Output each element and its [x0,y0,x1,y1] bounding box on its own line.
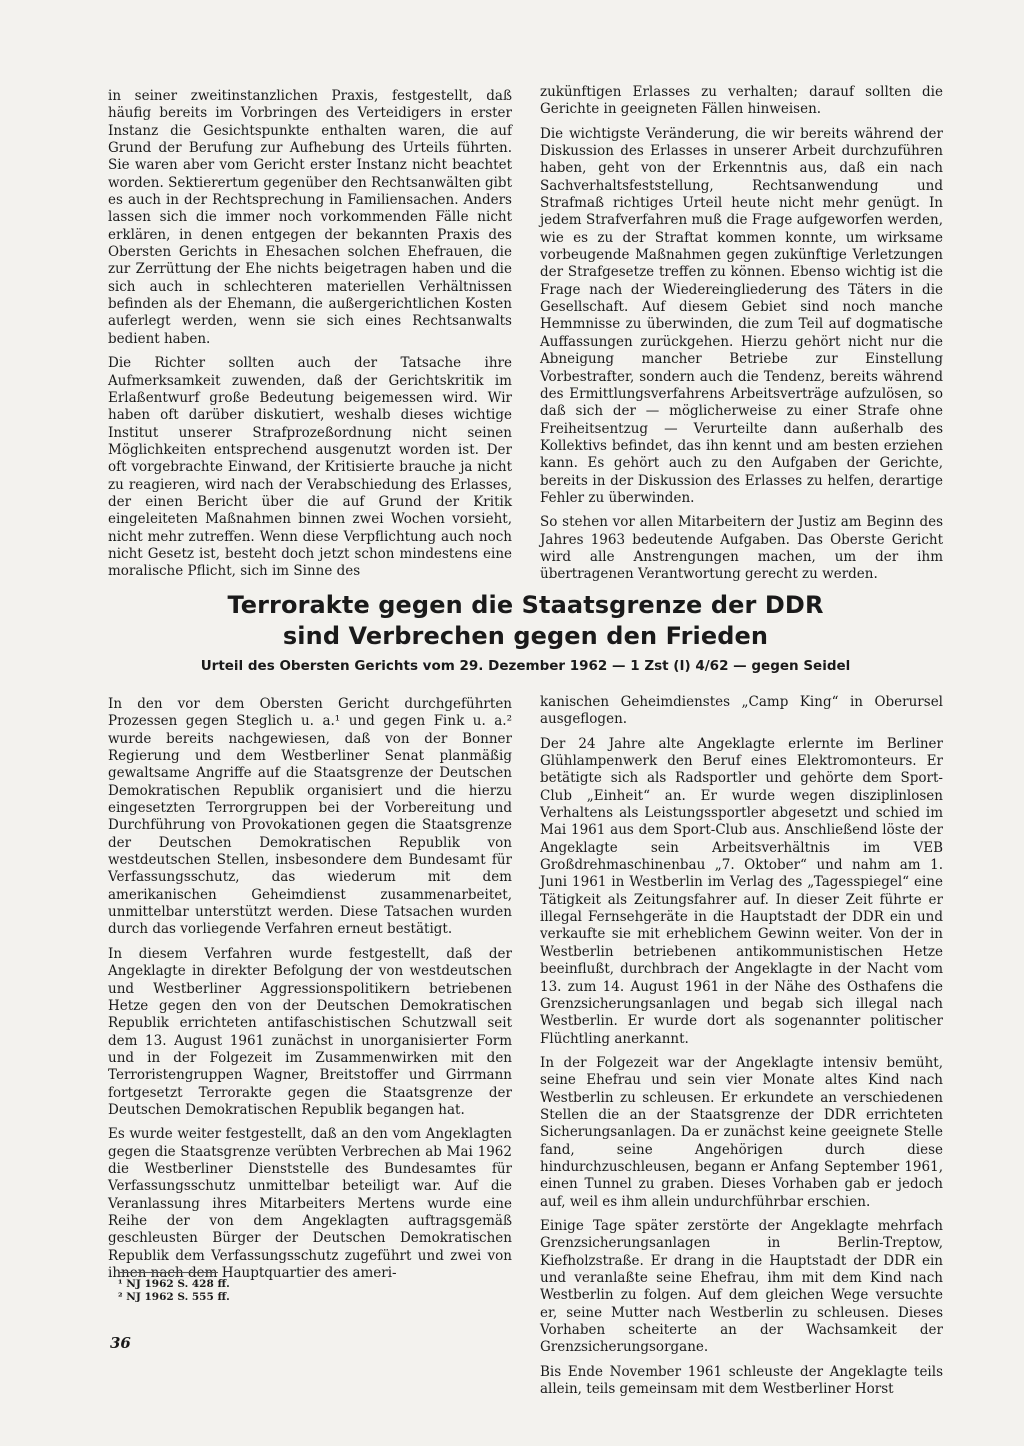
paragraph: in seiner zweitinstanzlichen Praxis, festgestellt, daß häufig bereits im Vorbringen des Verteidigers in erster Instanz die Gesichtspunkte enthalten waren, die auf Grund der Berufung zur Aufhebung des Urteils führten. Sie waren aber vom Gericht erster Instanz nicht beachtet worden. Sektierertum gegenüber den Rechtsanwälten gibt es auch in der Rechtsprechung in Familiensachen. Anders lassen sich die immer noch vorkommenden Fälle nicht erklären, in denen entgegen der bekannten Praxis des Obersten Gerichts in Ehesachen solchen Ehefrauen, die zur Zerrüttung der Ehe nichts beigetragen haben und die sich auch in schlechteren materiellen Verhältnissen befinden als der Ehemann, die außergerichtlichen Kosten auferlegt werden, wenn sie sich eines Rechtsanwalts bedient haben. [108,88,512,347]
paragraph: Die Richter sollten auch der Tatsache ihre Aufmerksamkeit zuwenden, daß der Gerichtskritik im Erlaßentwurf große Bedeutung beigemessen wird. Wir haben oft darüber diskutiert, weshalb dieses wichtige Institut unserer Strafprozeßordnung nicht seinen Möglichkeiten entsprechend ausgenutzt worden ist. Der oft vorgebrachte Einwand, der Kritisierte brauche ja nicht zu reagieren, wird nach der Verabschiedung des Erlasses, der einen Bericht über die auf Grund der Kritik eingeleiteten Maßnahmen binnen zwei Wochen vorsieht, nicht mehr zutreffen. Wenn diese Verpflichtung auch noch nicht Gesetz ist, besteht doch jetzt schon mindestens eine moralische Pflicht, sich im Sinne des [108,355,512,580]
paragraph: Einige Tage später zerstörte der Angeklagte mehrfach Grenzsicherungsanlagen in Berlin-Treptow, Kiefholzstraße. Er drang in die Hauptstadt der DDR ein und veranlaßte seine Ehefrau, ihm mit dem Kind nach Westberlin zu folgen. Auf dem gleichen Wege versuchte er, seine Mutter nach Westberlin zu schleusen. Dieses Vorhaben scheiterte an der Wachsamkeit der Grenzsicherungsorgane. [540,1217,943,1356]
bottom-right-column [540,694,943,1405]
bottom-left-column [108,696,512,1289]
paragraph: Der 24 Jahre alte Angeklagte erlernte im Berliner Glühlampenwerk den Beruf eines Elektromonteurs. Er betätigte sich als Radsportler und gehörte dem Sport-Club „Einheit“ an. Er wurde wegen disziplinlosen Verhaltens als Leistungssportler abgesetzt und schied im Mai 1961 aus dem Sport-Club aus. Anschließend löste der Angeklagte sein Arbeitsverhältnis im VEB Großdrehmaschinenbau „7. Oktober“ und nahm am 1. Juni 1961 in Westberlin im Verlag des „Tagesspiegel“ eine Tätigkeit als Zeitungsfahrer auf. In dieser Zeit führte er illegal Fernsehgeräte in die Hauptstadt der DDR ein und verkaufte sie mit erheblichem Gewinn weiter. Von der in Westberlin betriebenen antikommunistischen Hetze beeinflußt, durchbrach der Angeklagte in der Nacht vom 13. zum 14. August 1961 in der Nähe des Osthafens die Grenzsicherungsanlagen und begab sich illegal nach Westberlin. Er wurde dort als sogenannter politischer Flüchtling anerkannt. [540,735,943,1047]
paragraph: Die wichtigste Veränderung, die wir bereits während der Diskussion des Erlasses in unserer Arbeit durchzuführen haben, geht von der Erkenntnis aus, daß ein nach Sachverhaltsfeststellung, Rechtsanwendung und Strafmaß richtiges Urteil heute nicht mehr genügt. In jedem Strafverfahren muß die Frage aufgeworfen werden, wie es zu der Straftat kommen konnte, um wirksame vorbeugende Maßnahmen gegen zukünftige Verletzungen der Strafgesetze treffen zu können. Ebenso wichtig ist die Frage nach der Wiedereingliederung des Täters in die Gesellschaft. Auf diesem Gebiet sind noch manche Hemmnisse zu überwinden, die zum Teil auf dogmatische Auffassungen zurückgehen. Hierzu gehört nicht nur die Abneigung mancher Betriebe zur Einstellung Vorbestrafter, sondern auch die Tendenz, bereits während des Ermittlungsverfahrens Arbeitsverträge aufzulösen, so daß sich der — möglicherweise zu einer Strafe ohne Freiheitsentzug — Verurteilte dann außerhalb des Kollektivs befindet, das ihn kennt und am besten erziehen kann. Es gehört auch zu den Aufgaben der Gerichte, bereits in der Diskussion des Erlasses zu helfen, derartige Fehler zu überwinden. [540,125,943,506]
article-title-line-2: sind Verbrechen gegen den Frieden [282,622,769,650]
paragraph: Bis Ende November 1961 schleuste der Angeklagte teils allein, teils gemeinsam mit dem Westberliner Horst [540,1363,943,1398]
footnotes [118,1272,418,1304]
paragraph: zukünftigen Erlasses zu verhalten; darauf sollten die Gerichte in geeigneten Fällen hinweisen. [540,84,943,118]
footnote-divider [118,1272,218,1273]
paragraph: Es wurde weiter festgestellt, daß an den vom Angeklagten gegen die Staatsgrenze verübten Verbrechen ab Mai 1962 die Westberliner Dienststelle des Bundesamtes für Verfassungsschutz unmittelbar beteiligt war. Auf die Veranlassung ihres Mitarbeiters Mertens wurde eine Reihe der von dem Angeklagten auftragsgemäß geschleusten Bürger der Deutschen Demokratischen Republik dem Verfassungsschutz zugeführt und zwei von ihnen nach dem Hauptquartier des ameri- [108,1126,512,1281]
article-subtitle: Urteil des Obersten Gerichts vom 29. Dezember 1962 — 1 Zst (I) 4/62 — gegen Seidel [200,658,851,674]
top-left-column [108,88,512,588]
paragraph: kanischen Geheimdienstes „Camp King“ in Oberursel ausgeflogen. [540,694,943,728]
paragraph: In diesem Verfahren wurde festgestellt, daß der Angeklagte in direkter Befolgung der von westdeutschen und Westberliner Aggressionspolitikern betriebenen Hetze gegen den von der Deutschen Demokratischen Republik errichteten antifaschistischen Schutzwall seit dem 13. August 1961 zunächst in unorganisierter Form und in der Folgezeit im Zusammenwirken mit den Terroristengruppen Wagner, Breitstoffer und Girrmann fortgesetzt Terrorakte gegen die Staatsgrenze der Deutschen Demokratischen Republik begangen hat. [108,945,512,1118]
paragraph: In den vor dem Obersten Gericht durchgeführten Prozessen gegen Steglich u. a.¹ und gegen Fink u. a.² wurde bereits nachgewiesen, daß von der Bonner Regierung und dem Westberliner Senat planmäßig gewaltsame Angriffe auf die Staatsgrenze der Deutschen Demokratischen Republik organisiert und die hierzu eingesetzten Terrorgruppen bei der Vorbereitung und Durchführung von Provokationen gegen die Staatsgrenze der Deutschen Demokratischen Republik von westdeutschen Stellen, insbesondere dem Bundesamt für Verfassungsschutz, das wiederum mit dem amerikanischen Geheimdienst zusammenarbeitet, unmittelbar unterstützt werden. Diese Tatsachen wurden durch das vorliegende Verfahren erneut bestätigt. [108,696,512,938]
paragraph: So stehen vor allen Mitarbeitern der Justiz am Beginn des Jahres 1963 bedeutende Aufgaben. Das Oberste Gericht wird alle Anstrengungen machen, um der ihm übertragenen Verantwortung gerecht zu werden. [540,514,943,583]
paragraph: In der Folgezeit war der Angeklagte intensiv bemüht, seine Ehefrau und sein vier Monate altes Kind nach Westberlin zu schleusen. Er erkundete an verschiedenen Stellen die an der Staatsgrenze der DDR errichteten Sicherungsanlagen. Da er zunächst keine geeignete Stelle fand, seine Angehörigen durch diese hindurchzuschleusen, begann er Anfang September 1961, einen Tunnel zu graben. Dieses Vorhaben gab er jedoch auf, weil es ihm allein undurchführbar erschien. [540,1054,943,1210]
page-number: 36 [110,1334,131,1352]
top-right-column [540,84,943,591]
article-heading [108,590,943,675]
footnote: ¹ NJ 1962 S. 428 ff. [118,1278,230,1290]
footnote: ² NJ 1962 S. 555 ff. [118,1291,230,1303]
article-title-line-1: Terrorakte gegen die Staatsgrenze der DDR [227,591,824,619]
